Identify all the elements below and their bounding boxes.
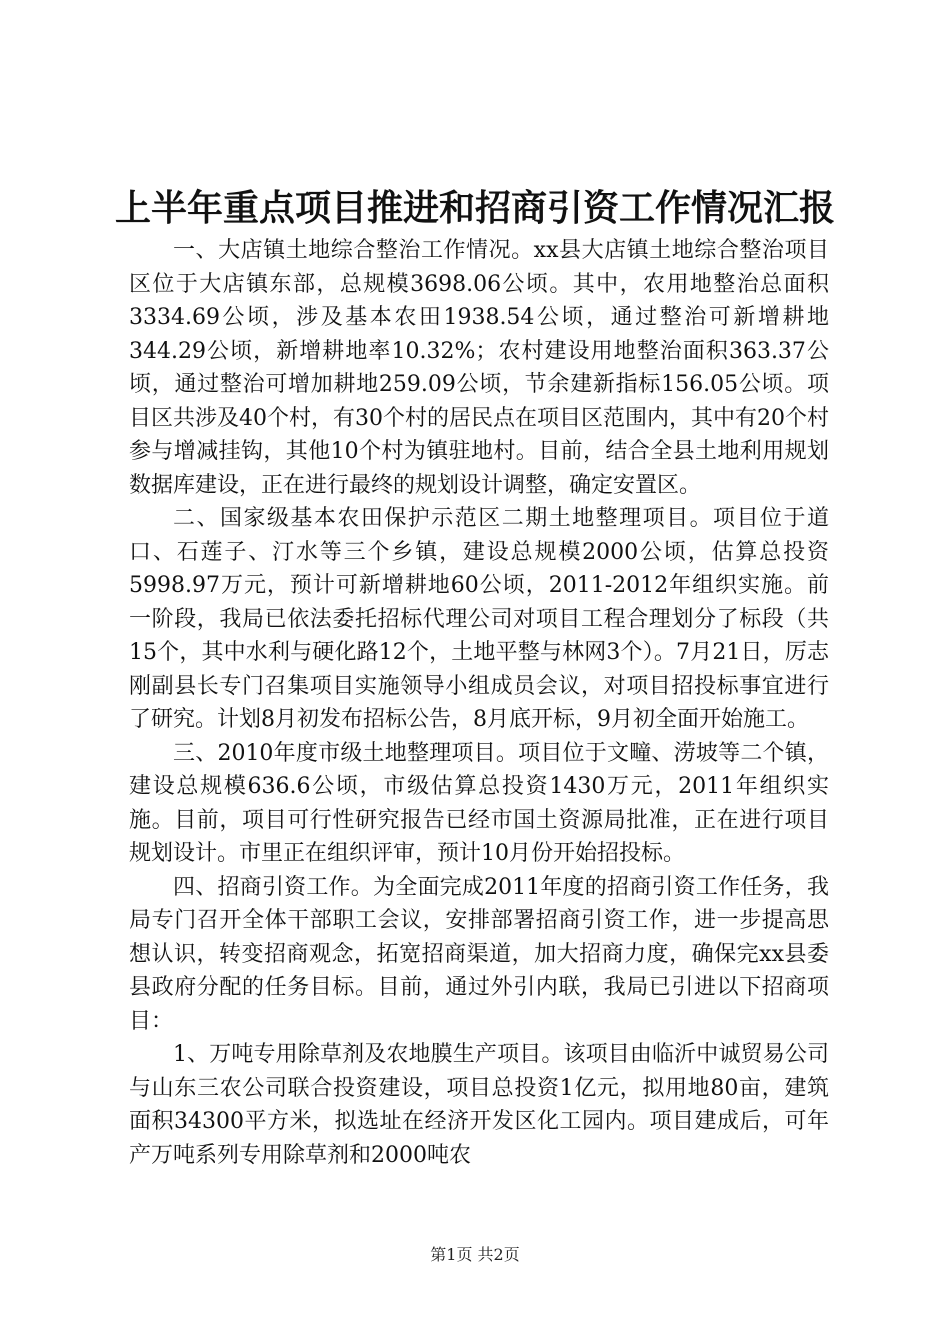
paragraph-5: 1、万吨专用除草剂及农地膜生产项目。该项目由临沂中诚贸易公司与山东三农公司联合投资建设，项目总投资1亿元，拟用地80亩，建筑面积34300平方米，拟选址在经济开发区化工园内。项目建成后，可年产万吨系列专用除草剂和2000吨农 <box>129 1042 829 1168</box>
document-title: 上半年重点项目推进和招商引资工作情况汇报 <box>114 187 835 229</box>
page-footer: 第1页 共2页 <box>430 1245 520 1264</box>
paragraph-2: 二、国家级基本农田保护示范区二期土地整理项目。项目位于道口、石莲子、汀水等三个乡镇，建设总规模2000公顷，估算总投资5998.97万元，预计可新增耕地60公顷，2011-2012年组织实施。前一阶段，我局已依法委托招标代理公司对项目工程合理划分了标段（共15个，其中水利与硬化路12个，土地平整与林网3个）。7月21日，厉志刚副县长专门召集项目实施领导小组成员会议，对项目招投标事宜进行了研究。计划8月初发布招标公告，8月底开标，9月初全面开始施工。 <box>129 506 829 732</box>
paragraph-3: 三、2010年度市级土地整理项目。项目位于文疃、涝坡等二个镇，建设总规模636.6公顷，市级估算总投资1430万元，2011年组织实施。目前，项目可行性研究报告已经市国土资源局批准，正在进行项目规划设计。市里正在组织评审，预计10月份开始招投标。 <box>129 740 829 866</box>
paragraph-1: 一、大店镇土地综合整治工作情况。xx县大店镇土地综合整治项目区位于大店镇东部，总规模3698.06公顷。其中，农用地整治总面积3334.69公顷，涉及基本农田1938.54公顷，通过整治可新增耕地344.29公顷，新增耕地率10.32%；农村建设用地整治面积363.37公顷，通过整治可增加耕地259.09公顷，节余建新指标156.05公顷。项目区共涉及40个村，有30个村的居民点在项目区范围内，其中有20个村参与增减挂钩，其他10个村为镇驻地村。目前，结合全县土地利用规划数据库建设，正在进行最终的规划设计调整，确定安置区。 <box>129 238 829 498</box>
document-body <box>129 234 829 1172</box>
paragraph-4: 四、招商引资工作。为全面完成2011年度的招商引资工作任务，我局专门召开全体干部职工会议，安排部署招商引资工作，进一步提高思想认识，转变招商观念，拓宽招商渠道，加大招商力度，确保完xx县委县政府分配的任务目标。目前，通过外引内联，我局已引进以下招商项目： <box>129 874 829 1034</box>
